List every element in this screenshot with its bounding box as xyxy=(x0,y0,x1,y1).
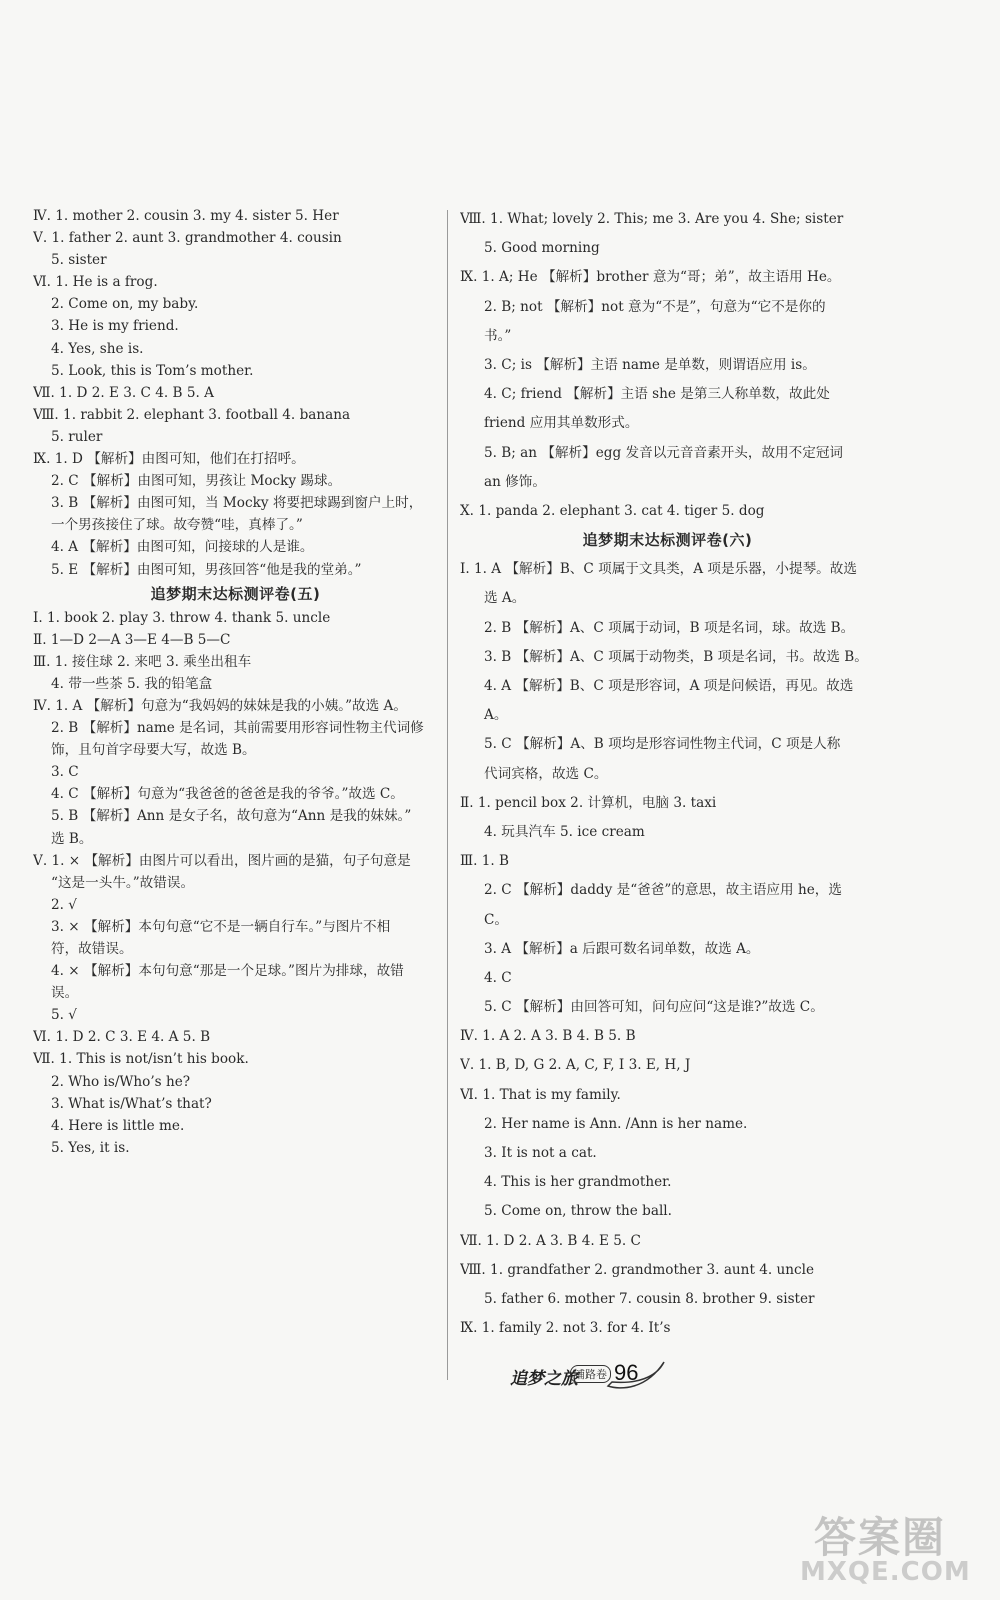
answer-line: Ⅵ. 1. That is my family. xyxy=(460,1086,621,1103)
answer-line: Ⅰ. 1. book 2. play 3. throw 4. thank 5. uncle xyxy=(33,609,331,626)
answer-line: friend 应用其单数形式。 xyxy=(484,415,639,432)
answer-line: 2. Come on, my baby. xyxy=(51,296,199,313)
answer-line: 5. B 【解析】Ann 是女子名，故句意为“Ann 是我的妹妹。” xyxy=(51,808,412,825)
answer-line: 2. Who is/Who’s he? xyxy=(51,1073,191,1090)
section-heading: 追梦期末达标测评卷(六) xyxy=(582,531,753,550)
answer-line: 4. Here is little me. xyxy=(51,1117,185,1134)
answer-line: 选 B。 xyxy=(51,830,93,847)
answer-line: Ⅵ. 1. D 2. C 3. E 4. A 5. B xyxy=(33,1029,211,1046)
answer-line: 5. B; an 【解析】egg 发音以元音音素开头，故用不定冠词 xyxy=(484,444,844,461)
answer-line: 4. A 【解析】由图可知，问接球的人是谁。 xyxy=(51,539,314,556)
answer-line: Ⅷ. 1. What; lovely 2. This; me 3. Are you 4. She; sister xyxy=(460,211,844,227)
answer-line: 5. father 6. mother 7. cousin 8. brother 9. sister xyxy=(484,1290,815,1307)
answer-line: 4. C xyxy=(484,969,512,986)
answer-line: 2. C 【解析】由图可知，男孩让 Mocky 踢球。 xyxy=(51,473,342,490)
answer-line: 饰，且句首字母要大写，故选 B。 xyxy=(51,742,256,759)
answer-line: 2. Her name is Ann. /Ann is her name. xyxy=(484,1115,748,1132)
answer-line: 2. B 【解析】A、C 项属于动词，B 项是名词，球。故选 B。 xyxy=(484,619,855,636)
answer-line: Ⅳ. 1. mother 2. cousin 3. my 4. sister 5. Her xyxy=(33,208,339,224)
answer-line: 选 A。 xyxy=(484,590,526,607)
answer-line: 4. A 【解析】B、C 项是形容词，A 项是问候语，再见。故选 xyxy=(484,678,854,694)
answer-line: Ⅸ. 1. A; He 【解析】brother 意为“哥；弟”，故主语用 He。 xyxy=(460,269,841,286)
answer-line: 5. C 【解析】由回答可知，问句应问“这是谁?”故选 C。 xyxy=(484,999,824,1016)
answer-line: 3. C xyxy=(51,764,79,781)
right-column xyxy=(460,205,875,1343)
answer-line: 4. Yes, she is. xyxy=(51,340,144,357)
answer-line: Ⅲ. 1. 接住球 2. 来吧 3. 乘坐出租车 xyxy=(33,653,252,670)
answer-line: Ⅴ. 1. B, D, G 2. A, C, F, I 3. E, H, J xyxy=(460,1057,691,1074)
answer-line: Ⅶ. 1. D 2. A 3. B 4. E 5. C xyxy=(460,1232,641,1249)
answer-line: Ⅱ. 1—D 2—A 3—E 4—B 5—C xyxy=(33,631,231,648)
answer-line: 5. ruler xyxy=(51,428,103,445)
answer-line: Ⅰ. 1. A 【解析】B、C 项属于文具类，A 项是乐器，小提琴。故选 xyxy=(460,561,857,578)
answer-line: 4. C 【解析】句意为“我爸爸的爸爸是我的爷爷。”故选 C。 xyxy=(51,786,404,803)
answer-line: 5. Come on, throw the ball. xyxy=(484,1203,672,1220)
answer-line: 一个男孩接住了球。故夸赞“哇，真棒了。” xyxy=(51,517,303,534)
answer-line: 2. C 【解析】daddy 是“爸爸”的意思，故主语应用 he，选 xyxy=(484,882,842,899)
answer-line: Ⅶ. 1. D 2. E 3. C 4. B 5. A xyxy=(33,384,214,401)
page-number: 96 xyxy=(614,1360,639,1385)
watermark-url: MXQE.COM xyxy=(800,1557,971,1587)
answer-line: 书。” xyxy=(484,327,512,344)
watermark-logo: 答案圈 xyxy=(814,1513,947,1562)
answer-line: Ⅱ. 1. pencil box 2. 计算机，电脑 3. taxi xyxy=(460,794,717,811)
answer-line: 4. 带一些茶 5. 我的铅笔盒 xyxy=(51,675,213,692)
answer-line: Ⅳ. 1. A 2. A 3. B 4. B 5. B xyxy=(460,1028,636,1045)
answer-line: Ⅴ. 1. father 2. aunt 3. grandmother 4. cousin xyxy=(33,230,342,247)
brand-badge: 铺路卷 xyxy=(570,1365,611,1383)
answer-line: 符，故错误。 xyxy=(51,941,133,957)
answer-line: Ⅷ. 1. grandfather 2. grandmother 3. aunt 4. uncle xyxy=(460,1261,815,1278)
answer-line: 3. It is not a cat. xyxy=(484,1145,597,1161)
section-heading: 追梦期末达标测评卷(五) xyxy=(150,584,321,603)
answer-line: Ⅶ. 1. This is not/isn’t his book. xyxy=(33,1051,249,1068)
answer-line: 2. √ xyxy=(51,896,77,913)
answer-line: 4. This is her grandmother. xyxy=(484,1174,672,1191)
answer-line: 5. C 【解析】A、B 项均是形容词性物主代词，C 项是人称 xyxy=(484,736,841,753)
answer-line: Ⅲ. 1. B xyxy=(460,853,510,870)
answer-line: 3. What is/What’s that? xyxy=(51,1095,212,1112)
answer-line: “这是一头牛。”故错误。 xyxy=(51,874,195,891)
answer-line: 2. B 【解析】name 是名词，其前需要用形容词性物主代词修 xyxy=(51,720,424,737)
answer-line: 5. E 【解析】由图可知，男孩回答“他是我的堂弟。” xyxy=(51,561,362,578)
answer-line: an 修饰。 xyxy=(484,473,546,490)
answer-line: 4. C; friend 【解析】主语 she 是第三人称单数，故此处 xyxy=(484,386,830,403)
answer-line: Ⅸ. 1. family 2. not 3. for 4. It’s xyxy=(460,1320,671,1337)
answer-line: C。 xyxy=(484,911,508,928)
answer-line: 3. B 【解析】A、C 项属于动物类，B 项是名词，书。故选 B。 xyxy=(484,648,868,665)
answer-line: 5. sister xyxy=(51,252,107,269)
answer-line: 2. B; not 【解析】not 意为“不是”，句意为“它不是你的 xyxy=(484,298,826,315)
answer-line: 代词宾格，故选 C。 xyxy=(484,765,608,782)
answer-line: 5. Look, this is Tom’s mother. xyxy=(51,362,254,379)
answer-line: Ⅳ. 1. A 【解析】句意为“我妈妈的妹妹是我的小姨。”故选 A。 xyxy=(33,697,407,714)
answer-line: 3. He is my friend. xyxy=(51,318,179,335)
answer-line: Ⅷ. 1. rabbit 2. elephant 3. football 4. banana xyxy=(33,406,351,423)
site-watermark xyxy=(800,1505,980,1590)
answer-line: Ⅸ. 1. D 【解析】由图可知，他们在打招呼。 xyxy=(33,451,305,468)
answer-line: 5. Yes, it is. xyxy=(51,1139,130,1156)
answer-line: 3. × 【解析】本句句意“它不是一辆自行车。”与图片不相 xyxy=(51,918,391,935)
left-column xyxy=(33,205,438,1159)
answer-line: 3. B 【解析】由图可知，当 Mocky 将要把球踢到窗户上时， xyxy=(51,495,423,512)
answer-line: 5. Good morning xyxy=(484,240,600,257)
answer-line: 3. A 【解析】a 后跟可数名词单数，故选 A。 xyxy=(484,940,760,957)
answer-line: Ⅵ. 1. He is a frog. xyxy=(33,274,158,291)
answer-line: Ⅴ. 1. × 【解析】由图片可以看出，图片画的是猫，句子句意是 xyxy=(33,852,411,869)
answer-line: A。 xyxy=(484,707,508,724)
answer-line: 4. 玩具汽车 5. ice cream xyxy=(484,823,645,840)
answer-line: 4. × 【解析】本句句意“那是一个足球。”图片为排球，故错 xyxy=(51,963,404,980)
page-footer xyxy=(510,1356,680,1392)
answer-line: 3. C; is 【解析】主语 name 是单数，则谓语应用 is。 xyxy=(484,356,816,373)
brand-logo: 追梦之旅 xyxy=(510,1369,578,1389)
answer-line: 误。 xyxy=(51,985,79,1002)
answer-line: 5. √ xyxy=(51,1007,77,1024)
column-divider xyxy=(447,210,448,1380)
answer-line: Ⅹ. 1. panda 2. elephant 3. cat 4. tiger 5. dog xyxy=(460,502,765,519)
